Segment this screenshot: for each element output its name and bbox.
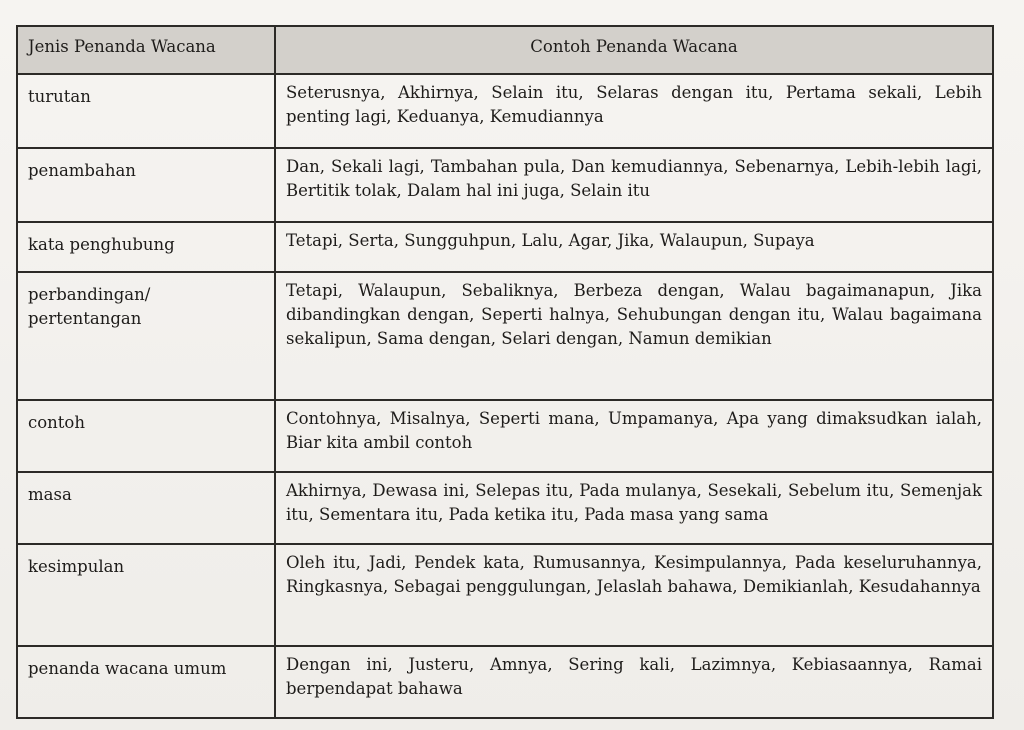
marker-type: contoh bbox=[17, 400, 275, 472]
marker-examples: Tetapi, Walaupun, Sebaliknya, Berbeza dengan, Walau bagaimanapun, Jika dibandingkan dengan, Seperti halnya, Sehubungan dengan itu, Walau bagaimana sekalipun, Sama dengan, Selari dengan, Namun demikian bbox=[275, 272, 993, 400]
table-row bbox=[17, 222, 993, 272]
table-row bbox=[17, 544, 993, 646]
marker-type: turutan bbox=[17, 74, 275, 148]
header-contoh: Contoh Penanda Wacana bbox=[275, 26, 993, 74]
marker-examples: Dan, Sekali lagi, Tambahan pula, Dan kemudiannya, Sebenarnya, Lebih-lebih lagi, Bertitik tolak, Dalam hal ini juga, Selain itu bbox=[275, 148, 993, 222]
marker-examples: Oleh itu, Jadi, Pendek kata, Rumusannya, Kesimpulannya, Pada keseluruhannya, Ringkasnya, Sebagai penggulungan, Jelaslah bahawa, Demikianlah, Kesudahannya bbox=[275, 544, 993, 646]
marker-type: kesimpulan bbox=[17, 544, 275, 646]
marker-examples: Akhirnya, Dewasa ini, Selepas itu, Pada mulanya, Sesekali, Sebelum itu, Semenjak itu, Sementara itu, Pada ketika itu, Pada masa yang sama bbox=[275, 472, 993, 544]
table-row bbox=[17, 472, 993, 544]
table-header-row bbox=[17, 26, 993, 74]
table-row bbox=[17, 272, 993, 400]
marker-examples: Seterusnya, Akhirnya, Selain itu, Selaras dengan itu, Pertama sekali, Lebih penting lagi, Keduanya, Kemudiannya bbox=[275, 74, 993, 148]
discourse-marker-table bbox=[16, 25, 994, 719]
marker-type: penanda wacana umum bbox=[17, 646, 275, 718]
marker-type: penambahan bbox=[17, 148, 275, 222]
marker-examples: Contohnya, Misalnya, Seperti mana, Umpamanya, Apa yang dimaksudkan ialah, Biar kita ambil contoh bbox=[275, 400, 993, 472]
table-row bbox=[17, 400, 993, 472]
marker-examples: Dengan ini, Justeru, Amnya, Sering kali, Lazimnya, Kebiasaannya, Ramai berpendapat bahawa bbox=[275, 646, 993, 718]
table-row bbox=[17, 646, 993, 718]
marker-type: perbandingan/ pertentangan bbox=[17, 272, 275, 400]
header-jenis: Jenis Penanda Wacana bbox=[17, 26, 275, 74]
marker-examples: Tetapi, Serta, Sungguhpun, Lalu, Agar, Jika, Walaupun, Supaya bbox=[275, 222, 993, 272]
marker-type: kata penghubung bbox=[17, 222, 275, 272]
table-row bbox=[17, 148, 993, 222]
table-row bbox=[17, 74, 993, 148]
marker-type: masa bbox=[17, 472, 275, 544]
